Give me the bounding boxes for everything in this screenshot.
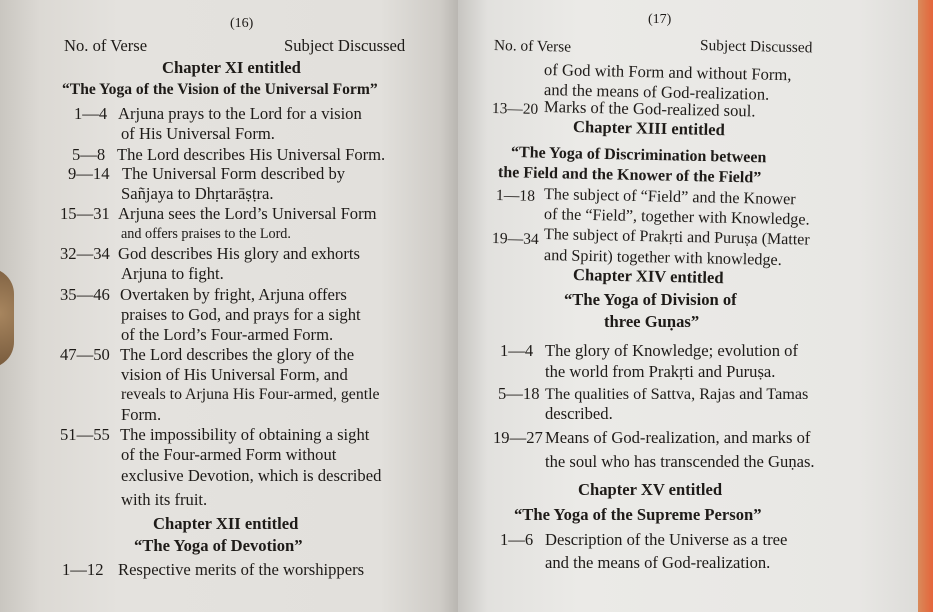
chapter-heading: Chapter XIV entitled — [572, 265, 724, 288]
subject-line: of the Lord’s Four-armed Form. — [121, 325, 334, 344]
subject-line: the world from Prakṛti and Puruṣa. — [545, 362, 776, 381]
subject-column-header: Subject Discussed — [699, 37, 813, 57]
subject-line: Arjuna sees the Lord’s Universal Form — [118, 204, 377, 223]
subject-line: The Universal Form described by — [122, 164, 346, 183]
subject-line: Arjuna prays to the Lord for a vision — [118, 104, 362, 123]
subject-line: the soul who has transcended the Guṇas. — [545, 452, 815, 471]
subject-line: with its fruit. — [121, 490, 208, 509]
subject-line: Sañjaya to Dhṛtarāṣṭra. — [121, 184, 274, 203]
subject-line: The subject of Prakṛti and Puruṣa (Matter — [543, 226, 810, 249]
subject-line: and the means of God-realization. — [543, 80, 770, 104]
subject-line: Respective merits of the worshippers — [118, 560, 365, 579]
chapter-title: three Guṇas” — [604, 312, 700, 331]
subject-column-header: Subject Discussed — [284, 36, 406, 55]
subject-line: The Lord describes the glory of the — [120, 345, 355, 364]
verse-range: 15—31 — [60, 204, 110, 223]
chapter-heading: Chapter XI entitled — [162, 58, 301, 77]
subject-line: Marks of the God-realized soul. — [543, 97, 756, 121]
verse-range: 1—4 — [500, 341, 534, 360]
subject-line: The qualities of Sattva, Rajas and Tamas — [545, 385, 809, 403]
subject-line: of the “Field”, together with Knowledge. — [543, 205, 810, 229]
subject-line: The glory of Knowledge; evolution of — [545, 341, 798, 360]
subject-line: reveals to Arjuna His Four-armed, gentle — [121, 386, 380, 403]
chapter-title: “The Yoga of Devotion” — [134, 536, 303, 555]
subject-line: The subject of “Field” and the Knower — [543, 185, 796, 209]
verse-column-header: No. of Verse — [64, 36, 148, 55]
right-page — [458, 0, 918, 612]
verse-range: 1—6 — [500, 530, 534, 549]
verse-range: 9—14 — [68, 164, 110, 183]
subject-line: and Spirit) together with knowledge. — [543, 246, 782, 269]
chapter-title: “The Yoga of Discrimination between — [510, 144, 767, 167]
chapter-title: “The Yoga of the Supreme Person” — [514, 505, 762, 524]
chapter-heading: Chapter XIII entitled — [572, 117, 725, 140]
verse-range: 32—34 — [60, 244, 110, 263]
page-number: (17) — [648, 12, 672, 27]
verse-range: 35—46 — [60, 285, 110, 304]
subject-line: praises to God, and prays for a sight — [121, 305, 361, 324]
subject-line: Means of God-realization, and marks of — [545, 428, 811, 447]
left-page — [0, 0, 458, 612]
verse-range: 13—20 — [491, 100, 539, 118]
thumb-shadow — [0, 268, 14, 368]
verse-range: 1—12 — [62, 560, 104, 579]
verse-range: 1—18 — [495, 187, 536, 205]
subject-line: exclusive Devotion, which is described — [121, 466, 382, 485]
subject-line: God describes His glory and exhorts — [118, 244, 360, 263]
chapter-heading: Chapter XII entitled — [153, 514, 299, 533]
subject-line: of the Four-armed Form without — [121, 445, 337, 464]
page-number: (16) — [230, 16, 254, 31]
subject-line: of His Universal Form. — [121, 124, 275, 143]
verse-range: 5—8 — [72, 145, 106, 164]
verse-range: 51—55 — [60, 425, 110, 444]
subject-line: Form. — [121, 405, 162, 424]
subject-line: The impossibility of obtaining a sight — [120, 425, 370, 444]
chapter-title: “The Yoga of Division of — [564, 290, 737, 309]
verse-range: 5—18 — [498, 384, 540, 403]
subject-line: Description of the Universe as a tree — [545, 530, 788, 549]
book-cover-edge — [918, 0, 933, 612]
chapter-title: the Field and the Knower of the Field” — [497, 164, 762, 187]
subject-line: vision of His Universal Form, and — [121, 365, 348, 384]
chapter-title: “The Yoga of the Vision of the Universal Form” — [62, 81, 378, 98]
verse-column-header: No. of Verse — [493, 37, 572, 56]
subject-line: Arjuna to fight. — [121, 264, 224, 283]
verse-range: 19—27 — [493, 428, 543, 447]
subject-line: described. — [545, 404, 613, 423]
subject-line: The Lord describes His Universal Form. — [117, 145, 386, 164]
subject-line: and the means of God-realization. — [545, 553, 771, 572]
subject-line: and offers praises to the Lord. — [121, 226, 291, 242]
chapter-heading: Chapter XV entitled — [578, 480, 723, 499]
subject-line: Overtaken by fright, Arjuna offers — [120, 285, 347, 304]
verse-range: 1—4 — [74, 104, 108, 123]
verse-range: 47—50 — [60, 345, 110, 364]
subject-line: of God with Form and without Form, — [543, 60, 792, 85]
verse-range: 19—34 — [491, 230, 539, 248]
